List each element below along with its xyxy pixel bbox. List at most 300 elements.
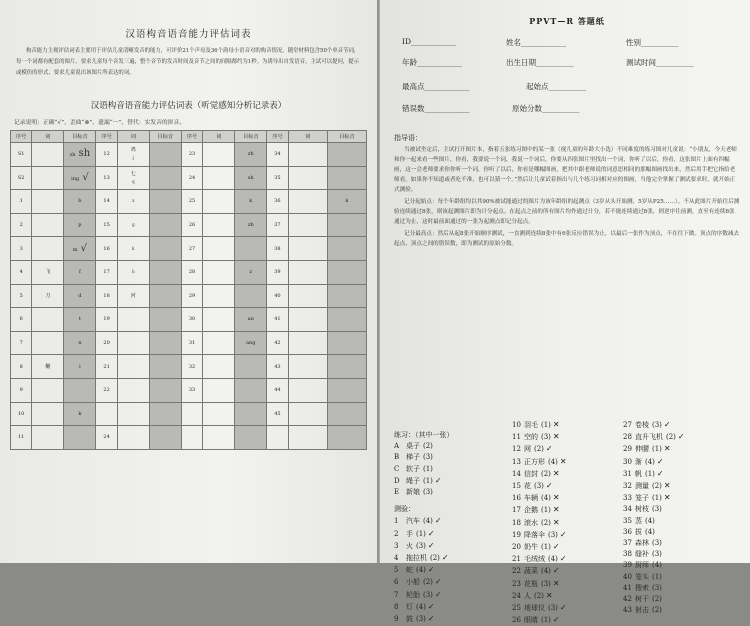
item-answer: (3) bbox=[423, 453, 433, 462]
item-word: 直升飞机 bbox=[635, 433, 663, 442]
item-word bbox=[288, 331, 327, 355]
item-word: 绳子 bbox=[406, 476, 420, 485]
item-number: 28 bbox=[181, 260, 202, 284]
test-item[interactable] bbox=[512, 456, 567, 468]
check-mark-icon: ✓ bbox=[434, 589, 442, 599]
left-intro: 构音能力主观评估词表主要用于评估儿童清晰发音的能力，可评价21个声母及36个韵母小语音对的构音情况。随堂材料包含50个单音节词，每一个词都有配套的图片。要求儿童每个音发三遍，整个音节的发音时间及音节之间的间隔都约为1秒。为诱导出自发语音，主试可以提问，提示或模仿的形式，要求儿童说出该图片所表达的词。 bbox=[16, 48, 360, 76]
test-item[interactable] bbox=[623, 583, 685, 594]
test-item[interactable] bbox=[623, 594, 685, 605]
item-word: 树枝 bbox=[635, 505, 649, 514]
item-word bbox=[32, 308, 64, 332]
check-mark-icon: ✓ bbox=[663, 420, 671, 429]
item-number: 34 bbox=[623, 505, 632, 514]
test-item[interactable] bbox=[623, 468, 685, 480]
test-item[interactable] bbox=[394, 613, 454, 625]
test-item[interactable] bbox=[394, 601, 454, 613]
item-word bbox=[32, 190, 64, 214]
check-mark-icon: ✓ bbox=[552, 566, 560, 576]
item-word bbox=[203, 213, 235, 237]
basal-rule-text: 记分起始点：每个年龄组均以其90%被试能通过的图片为该年龄组的起测点（3岁从头开始测，5岁从P25……）。不从此图片开始往后测验连续通过8张，则该起测图片即为计分起点。在起点之前的所有图片均作通过计分，若不能连续通过8张，则逆序往前测，直至有连续8张通过为止，这时最前面通过的一张为起测点即记分起点。 bbox=[394, 199, 740, 225]
item-number: 32 bbox=[181, 355, 202, 379]
ceiling-rule-text: 记分最高点：然后从起8张开始顺序测试，一直测到连续8张中有6张反应错误为止，以最后一张作为顶点，不在往下做。顶点的序数减去起点、顶点之间的错误数，即为测试的原始分数。 bbox=[394, 231, 740, 247]
item-number: 23 bbox=[512, 579, 521, 588]
item-number bbox=[96, 402, 117, 426]
item-word bbox=[288, 237, 327, 261]
table-row bbox=[11, 402, 367, 426]
left-page bbox=[0, 0, 377, 563]
test-item[interactable] bbox=[394, 452, 454, 463]
target-sound[interactable] bbox=[235, 426, 267, 450]
target-sound[interactable] bbox=[149, 378, 181, 402]
item-number: 36 bbox=[623, 527, 632, 536]
item-number: 11 bbox=[512, 433, 521, 442]
test-item[interactable] bbox=[623, 456, 685, 468]
item-number: 2 bbox=[11, 213, 32, 237]
table-row bbox=[11, 143, 367, 167]
item-number: 18 bbox=[512, 518, 521, 527]
check-mark-icon: ✓ bbox=[427, 565, 435, 575]
check-mark-icon: ✓ bbox=[545, 444, 553, 454]
item-number: C bbox=[394, 464, 400, 473]
table-row bbox=[11, 331, 367, 355]
test-date-field[interactable]: 测试时间__________ bbox=[626, 58, 694, 67]
raw-score-field[interactable]: 原始分数__________ bbox=[512, 104, 580, 113]
item-number: 13 bbox=[512, 457, 521, 466]
item-number: 31 bbox=[181, 331, 202, 355]
item-number: 14 bbox=[96, 190, 117, 214]
item-word: 手 bbox=[406, 529, 413, 538]
item-number: 11 bbox=[11, 426, 32, 450]
test-item[interactable] bbox=[623, 605, 685, 616]
test-item[interactable] bbox=[394, 475, 454, 487]
table-row bbox=[11, 378, 367, 402]
test-item[interactable] bbox=[623, 431, 685, 443]
item-number: 16 bbox=[512, 494, 521, 503]
table-header-cell: 词 bbox=[117, 131, 149, 143]
test-item[interactable] bbox=[623, 560, 685, 571]
item-number: 7 bbox=[11, 331, 32, 355]
item-answer: (4) bbox=[416, 566, 426, 575]
test-item[interactable] bbox=[623, 480, 685, 492]
target-sound[interactable] bbox=[327, 143, 366, 167]
item-number: 34 bbox=[267, 143, 288, 167]
item-answer: (1) bbox=[541, 616, 551, 625]
target-sound[interactable]: f bbox=[64, 260, 96, 284]
item-answer: (4) bbox=[652, 561, 662, 570]
target-sound[interactable] bbox=[327, 213, 366, 237]
item-number: 45 bbox=[267, 402, 288, 426]
check-mark-icon: ✓ bbox=[656, 468, 664, 478]
target-sound[interactable] bbox=[235, 284, 267, 308]
id-field[interactable]: ID____________ bbox=[402, 37, 456, 46]
item-word: 花瓶 bbox=[524, 579, 538, 588]
item-word bbox=[203, 331, 235, 355]
target-sound[interactable]: k bbox=[64, 402, 96, 426]
target-sound[interactable] bbox=[235, 378, 267, 402]
item-word bbox=[288, 260, 327, 284]
target-sound[interactable] bbox=[149, 166, 181, 190]
test-item[interactable] bbox=[394, 540, 454, 552]
item-word: 车辆 bbox=[524, 494, 538, 503]
item-word: 软子 bbox=[406, 464, 420, 473]
item-word bbox=[32, 237, 64, 261]
item-answer: (3) bbox=[416, 615, 426, 624]
cross-mark-icon: ✕ bbox=[663, 481, 671, 491]
item-number: 29 bbox=[181, 284, 202, 308]
target-sound[interactable]: sh bbox=[235, 166, 267, 190]
test-item[interactable] bbox=[394, 515, 454, 527]
field-row-3 bbox=[394, 81, 740, 101]
target-sound[interactable] bbox=[327, 378, 366, 402]
item-number: 1 bbox=[11, 190, 32, 214]
item-number: 25 bbox=[512, 604, 521, 613]
table-row bbox=[11, 426, 367, 450]
item-word bbox=[203, 190, 235, 214]
test-column-2 bbox=[512, 419, 567, 626]
target-sound[interactable]: ang bbox=[235, 331, 267, 355]
item-word bbox=[203, 260, 235, 284]
item-word: 拔 bbox=[635, 527, 642, 536]
item-word: 搜索 bbox=[635, 583, 649, 592]
item-number: 17 bbox=[512, 506, 521, 515]
target-sound[interactable] bbox=[149, 355, 181, 379]
target-sound[interactable] bbox=[64, 426, 96, 450]
target-sound[interactable]: t bbox=[64, 308, 96, 332]
item-word bbox=[288, 378, 327, 402]
test-item[interactable] bbox=[512, 480, 567, 492]
target-sound[interactable]: l bbox=[64, 355, 96, 379]
field-row-1 bbox=[394, 37, 740, 57]
name-field[interactable]: 姓名____________ bbox=[506, 38, 566, 47]
item-number: 6 bbox=[394, 578, 399, 587]
item-word: 渐 bbox=[635, 457, 642, 466]
item-answer: (2) bbox=[652, 482, 662, 491]
item-answer: (3) bbox=[652, 505, 662, 514]
item-answer: (2) bbox=[534, 591, 544, 600]
check-mark-icon: ✓ bbox=[427, 601, 435, 611]
field-row-2 bbox=[394, 57, 740, 77]
guide-text: 当被试坐定后，主试打开图片本，指着五张练习图中的某一张（视儿童的年龄大小选）不同难度的练习图对儿童说：“小朋友，今天老师和你一起来看一些图片，你看，我要说一个词，我说一个词后，你要从四张图片里找出一个词，你听了以后，你看，这张图片上面有四幅画，这一会老师要求你你听一个词，你听了以后，你看是哪幅图画，把其中跟老师说的词意思相同的那幅图画找出来，然后用手把它指给老师看。如果你不知道或者吃不准，也可以猜一个。”然后让儿童试着指出与几个练习词相对应的图画，当他完全掌握了测试要求时，就开始正式测验。 bbox=[394, 147, 737, 193]
item-word bbox=[117, 402, 149, 426]
table-row bbox=[11, 260, 367, 284]
item-number bbox=[181, 402, 202, 426]
target-sound[interactable] bbox=[327, 355, 366, 379]
target-sound[interactable]: d bbox=[64, 284, 96, 308]
item-number: 30 bbox=[181, 308, 202, 332]
test-item[interactable] bbox=[623, 538, 685, 549]
test-item[interactable] bbox=[394, 589, 454, 601]
item-answer: (4) bbox=[548, 457, 558, 466]
item-word: 缝补 bbox=[635, 550, 649, 559]
test-item[interactable] bbox=[512, 565, 567, 577]
target-sound[interactable] bbox=[235, 402, 267, 426]
item-answer: (3) bbox=[416, 541, 426, 550]
check-mark-icon: ✓ bbox=[441, 553, 449, 563]
target-sound[interactable] bbox=[327, 166, 366, 190]
test-item[interactable] bbox=[623, 419, 685, 431]
item-word: 小船 bbox=[406, 578, 420, 587]
test-item[interactable] bbox=[512, 504, 567, 516]
cross-mark-icon: ✕ bbox=[552, 468, 560, 478]
target-sound[interactable] bbox=[149, 308, 181, 332]
item-word bbox=[288, 402, 327, 426]
item-word: h bbox=[117, 260, 149, 284]
item-word bbox=[203, 166, 235, 190]
target-sound[interactable] bbox=[327, 284, 366, 308]
test-item[interactable] bbox=[512, 553, 567, 565]
test-item[interactable] bbox=[623, 572, 685, 583]
item-number: 29 bbox=[623, 445, 632, 454]
item-number: 37 bbox=[267, 213, 288, 237]
target-sound[interactable]: ing √ bbox=[64, 166, 96, 190]
item-number: 38 bbox=[623, 550, 632, 559]
check-mark-icon: ✓ bbox=[545, 481, 553, 491]
item-number: S1 bbox=[11, 143, 32, 167]
item-number: 13 bbox=[96, 166, 117, 190]
item-number: 35 bbox=[267, 166, 288, 190]
item-word bbox=[288, 355, 327, 379]
check-mark-icon: ✓ bbox=[427, 540, 435, 550]
target-sound[interactable] bbox=[149, 143, 181, 167]
item-number: 24 bbox=[96, 426, 117, 450]
test-item[interactable] bbox=[512, 419, 567, 431]
item-answer: (4) bbox=[645, 457, 655, 466]
item-answer: (3) bbox=[652, 539, 662, 548]
item-word: 蔬菜 bbox=[524, 567, 538, 576]
table-header-cell: 序号 bbox=[267, 131, 288, 143]
test-column-3 bbox=[623, 419, 685, 616]
target-sound[interactable] bbox=[149, 426, 181, 450]
table-header bbox=[11, 131, 367, 143]
item-word: 信封 bbox=[524, 469, 538, 478]
target-sound[interactable] bbox=[149, 190, 181, 214]
test-item[interactable] bbox=[512, 541, 567, 553]
cross-mark-icon: ✕ bbox=[663, 444, 671, 454]
dob-field[interactable]: 出生日期__________ bbox=[506, 58, 574, 67]
table-row bbox=[11, 237, 367, 261]
item-number: 19 bbox=[96, 308, 117, 332]
check-mark-icon: ✓ bbox=[552, 542, 560, 552]
target-sound[interactable] bbox=[149, 331, 181, 355]
item-word: 测量 bbox=[635, 482, 649, 491]
test-item[interactable] bbox=[394, 528, 454, 540]
test-item[interactable] bbox=[394, 464, 454, 475]
target-sound[interactable] bbox=[327, 237, 366, 261]
item-answer: (4) bbox=[541, 494, 551, 503]
item-number: A bbox=[394, 442, 400, 451]
test-item[interactable] bbox=[394, 576, 454, 588]
test-item[interactable] bbox=[623, 443, 685, 455]
target-sound[interactable] bbox=[149, 402, 181, 426]
test-item[interactable] bbox=[512, 431, 567, 443]
item-number: 21 bbox=[512, 555, 521, 564]
item-number: S2 bbox=[11, 166, 32, 190]
target-sound[interactable] bbox=[327, 426, 366, 450]
test-item[interactable] bbox=[512, 492, 567, 504]
check-mark-icon: ✓ bbox=[677, 432, 685, 442]
item-word: 轮胎 bbox=[406, 590, 420, 599]
item-number: 10 bbox=[11, 402, 32, 426]
item-word: 鸡 j bbox=[117, 143, 149, 167]
item-word: 树干 bbox=[635, 595, 649, 604]
target-sound[interactable] bbox=[235, 237, 267, 261]
cross-mark-icon: ✕ bbox=[559, 456, 567, 466]
item-answer: (3) bbox=[652, 421, 662, 429]
test-item[interactable] bbox=[623, 527, 685, 538]
target-sound[interactable] bbox=[149, 260, 181, 284]
item-word bbox=[117, 378, 149, 402]
target-sound[interactable]: p bbox=[64, 213, 96, 237]
test-title: 测验： bbox=[394, 505, 415, 514]
check-mark-icon: ✓ bbox=[434, 577, 442, 587]
item-answer: (3) bbox=[652, 583, 662, 592]
item-number: 24 bbox=[512, 591, 521, 600]
target-sound[interactable]: b bbox=[64, 190, 96, 214]
test-item[interactable] bbox=[512, 517, 567, 529]
item-answer: (2) bbox=[652, 595, 662, 604]
item-number: 27 bbox=[181, 237, 202, 261]
item-answer: (3) bbox=[548, 604, 558, 613]
test-item[interactable] bbox=[512, 590, 567, 602]
target-sound[interactable]: k bbox=[327, 190, 366, 214]
field-row-4 bbox=[394, 103, 740, 123]
age-field[interactable]: 年龄____________ bbox=[402, 58, 462, 67]
item-number: 36 bbox=[267, 190, 288, 214]
item-number: 42 bbox=[623, 595, 632, 604]
item-answer: (4) bbox=[541, 567, 551, 576]
errors-field[interactable]: 错误数____________ bbox=[402, 104, 470, 113]
item-word: g bbox=[117, 213, 149, 237]
cross-mark-icon: ✕ bbox=[663, 493, 671, 503]
basal-field[interactable]: 起始点__________ bbox=[526, 82, 586, 91]
target-sound[interactable] bbox=[149, 284, 181, 308]
target-sound[interactable] bbox=[327, 402, 366, 426]
item-number: 20 bbox=[96, 331, 117, 355]
item-word: 鞭 bbox=[32, 355, 64, 379]
table-row bbox=[11, 166, 367, 190]
item-word bbox=[288, 190, 327, 214]
item-word bbox=[117, 308, 149, 332]
item-number: 35 bbox=[623, 516, 632, 525]
item-word bbox=[32, 166, 64, 190]
table-row bbox=[11, 284, 367, 308]
table-header-cell: 目标音 bbox=[64, 131, 96, 143]
test-item[interactable] bbox=[623, 549, 685, 560]
target-sound[interactable]: n bbox=[64, 331, 96, 355]
target-sound[interactable] bbox=[64, 378, 96, 402]
item-number: 10 bbox=[512, 421, 521, 429]
item-number: 41 bbox=[267, 308, 288, 332]
item-word: 七 q bbox=[117, 166, 149, 190]
item-number: B bbox=[394, 453, 400, 462]
gender-field[interactable]: 性别__________ bbox=[626, 38, 679, 47]
target-sound[interactable] bbox=[235, 355, 267, 379]
item-number: 15 bbox=[96, 213, 117, 237]
target-sound[interactable]: zh bbox=[235, 213, 267, 237]
item-word: 笼头 bbox=[635, 572, 649, 581]
item-word: 眼睛 bbox=[524, 616, 538, 625]
test-item[interactable] bbox=[512, 614, 567, 626]
answer-sheet-title: PPVT—R 答题纸 bbox=[529, 16, 605, 26]
test-item[interactable] bbox=[512, 602, 567, 614]
item-word: 河 bbox=[117, 284, 149, 308]
item-number: 42 bbox=[267, 331, 288, 355]
item-word bbox=[32, 143, 64, 167]
test-item[interactable] bbox=[394, 487, 454, 498]
target-sound[interactable] bbox=[327, 331, 366, 355]
item-word: x bbox=[117, 190, 149, 214]
item-number: E bbox=[394, 488, 400, 497]
item-number: 26 bbox=[512, 616, 521, 625]
item-number: 5 bbox=[394, 566, 399, 575]
test-item[interactable] bbox=[623, 492, 685, 504]
item-number: 38 bbox=[267, 237, 288, 261]
test-item[interactable] bbox=[394, 552, 454, 564]
item-answer: (3) bbox=[541, 433, 551, 442]
item-word bbox=[32, 402, 64, 426]
item-number bbox=[181, 426, 202, 450]
target-sound[interactable]: z bbox=[235, 260, 267, 284]
cross-mark-icon: ✕ bbox=[545, 590, 553, 600]
ceiling-field[interactable]: 最高点____________ bbox=[402, 82, 470, 91]
item-word: 奶牛 bbox=[524, 543, 538, 552]
target-sound[interactable] bbox=[149, 237, 181, 261]
guide-title: 指导语： bbox=[394, 134, 422, 142]
item-number: 5 bbox=[11, 284, 32, 308]
item-word: 卷棱 bbox=[635, 421, 649, 429]
item-word: k bbox=[117, 237, 149, 261]
target-sound[interactable]: k bbox=[235, 190, 267, 214]
item-answer: (3) bbox=[548, 530, 558, 539]
target-sound[interactable]: zh bbox=[235, 143, 267, 167]
target-sound[interactable]: an bbox=[235, 308, 267, 332]
test-item[interactable] bbox=[512, 578, 567, 590]
test-item[interactable] bbox=[512, 443, 567, 455]
item-word bbox=[203, 284, 235, 308]
item-answer: (2) bbox=[430, 554, 440, 563]
table-body bbox=[11, 143, 367, 450]
cross-mark-icon: ✕ bbox=[552, 420, 560, 429]
articulation-table bbox=[10, 130, 367, 450]
item-number: 31 bbox=[623, 469, 632, 478]
test-item[interactable] bbox=[623, 516, 685, 527]
item-answer: (2) bbox=[534, 445, 544, 454]
test-item[interactable] bbox=[394, 441, 454, 452]
record-note: 记录说明：正确“√”，歪曲“⊗”，遗漏“ㅡ”，替代：实发音的拼音。 bbox=[14, 120, 186, 126]
item-word bbox=[203, 426, 235, 450]
target-sound[interactable] bbox=[149, 213, 181, 237]
table-header-cell: 序号 bbox=[11, 131, 32, 143]
target-sound[interactable]: m √ bbox=[64, 237, 96, 261]
cross-mark-icon: ✕ bbox=[552, 517, 560, 527]
target-sound[interactable] bbox=[327, 260, 366, 284]
item-word bbox=[288, 166, 327, 190]
item-answer: (3) bbox=[541, 579, 551, 588]
item-number: 3 bbox=[394, 541, 399, 550]
item-word bbox=[203, 237, 235, 261]
item-word: 降落伞 bbox=[524, 530, 545, 539]
item-number: 12 bbox=[96, 143, 117, 167]
test-item[interactable] bbox=[623, 504, 685, 515]
target-sound[interactable] bbox=[327, 308, 366, 332]
target-sound[interactable]: zh sh bbox=[64, 143, 96, 167]
item-number: 23 bbox=[181, 143, 202, 167]
test-item[interactable] bbox=[512, 529, 567, 541]
item-word: 笼子 bbox=[635, 494, 649, 503]
test-item[interactable] bbox=[512, 468, 567, 480]
item-word: 人 bbox=[524, 591, 531, 600]
test-item[interactable] bbox=[394, 564, 454, 576]
